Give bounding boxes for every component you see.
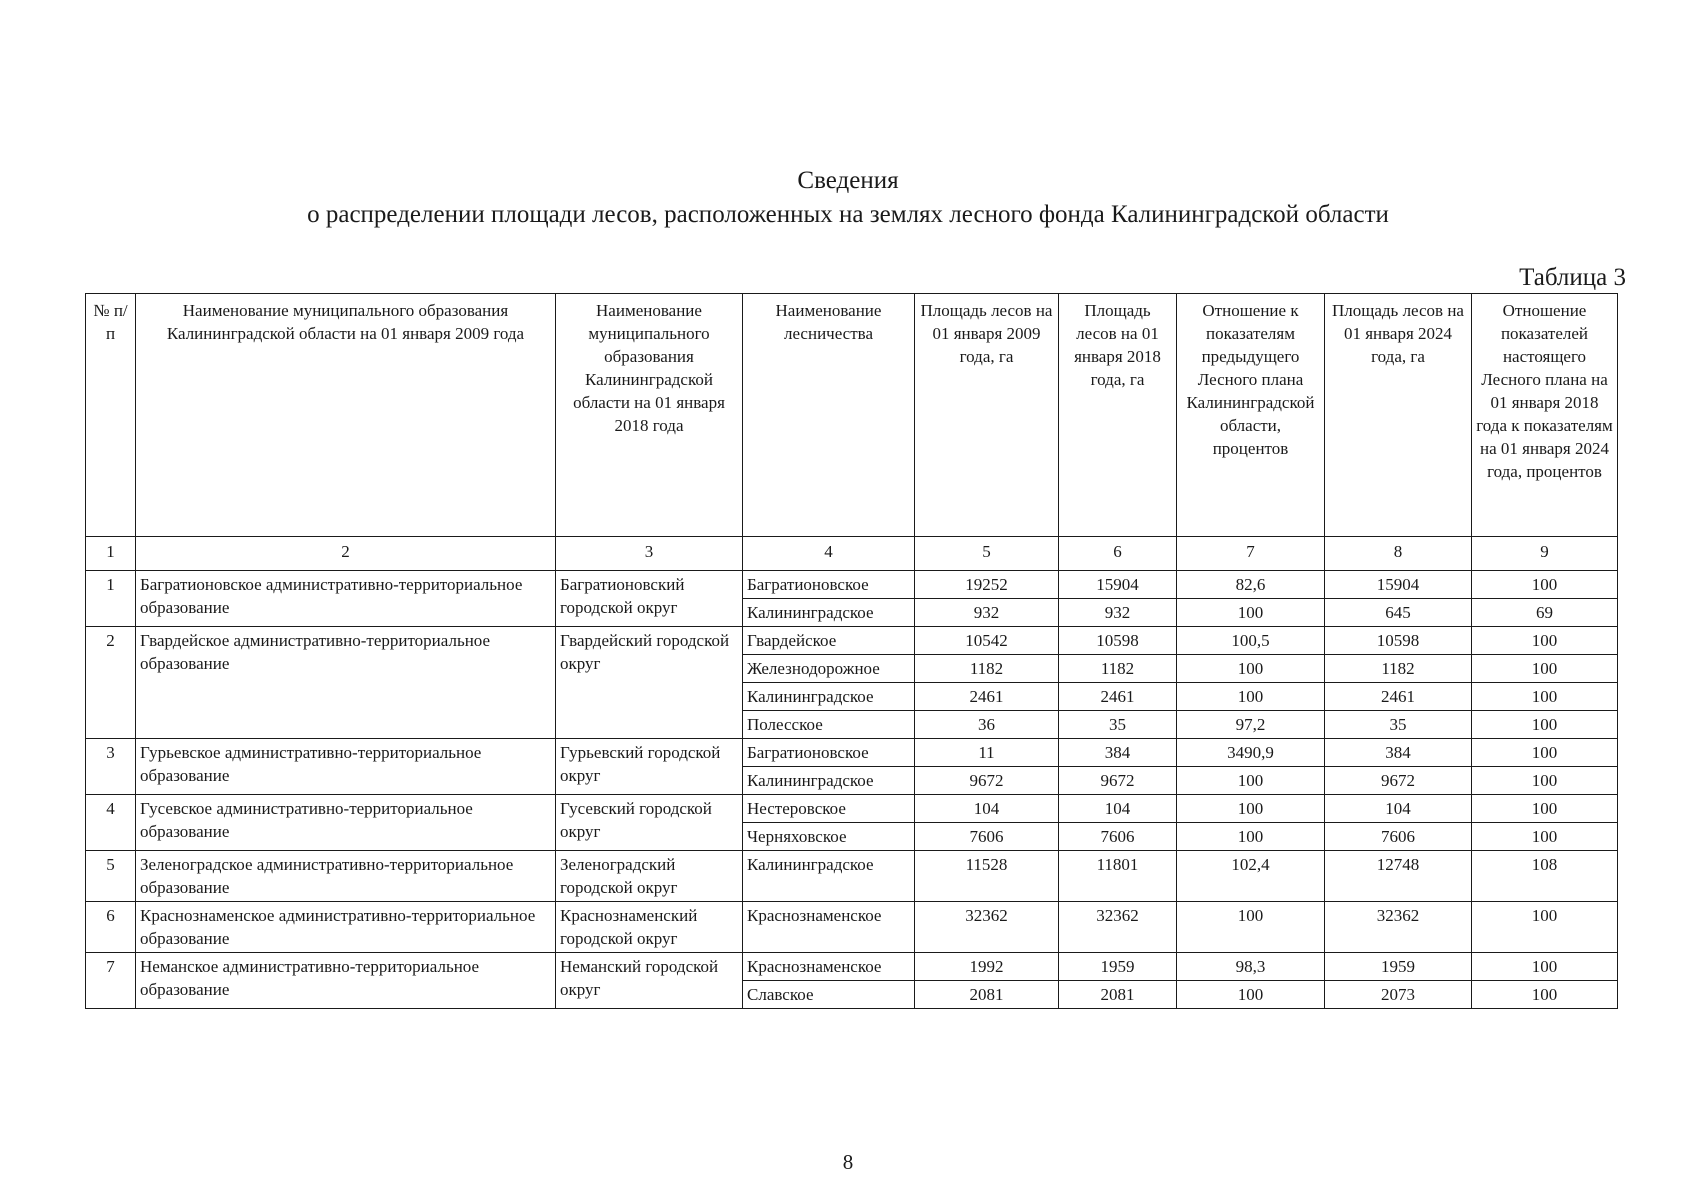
area2009-cell: 932: [915, 599, 1059, 627]
forestry-cell: Калининградское: [743, 851, 915, 902]
ratio-cur-cell: 100: [1472, 739, 1618, 767]
header-cell-area2024: Площадь лесов на 01 января 2024 года, га: [1325, 294, 1472, 537]
ratio-prev-cell: 100,5: [1177, 627, 1325, 655]
area2018-cell: 932: [1059, 599, 1177, 627]
header-cell-area2009: Площадь лесов на 01 января 2009 года, га: [915, 294, 1059, 537]
document-title: [0, 164, 1696, 232]
header-cell-num: № п/п: [86, 294, 136, 537]
forestry-cell: Калининградское: [743, 683, 915, 711]
area2009-cell: 9672: [915, 767, 1059, 795]
area2018-cell: 32362: [1059, 902, 1177, 953]
mo2009-cell: Гурьевское административно-территориальное образование: [136, 739, 556, 795]
area2024-cell: 32362: [1325, 902, 1472, 953]
mo2018-cell: Багратионовский городской округ: [556, 571, 743, 627]
ratio-cur-cell: 100: [1472, 655, 1618, 683]
ratio-cur-cell: 100: [1472, 902, 1618, 953]
mo2009-cell: Багратионовское административно-территориальное образование: [136, 571, 556, 627]
table-row: [86, 571, 1618, 599]
mo2018-cell: Зеленоградский городской округ: [556, 851, 743, 902]
header-cell-mo2018: Наименование муниципального образования Калининградской области на 01 января 2018 года: [556, 294, 743, 537]
area2009-cell: 32362: [915, 902, 1059, 953]
area2018-cell: 15904: [1059, 571, 1177, 599]
area2024-cell: 104: [1325, 795, 1472, 823]
page-number: 8: [842, 1150, 854, 1174]
area2024-cell: 1959: [1325, 953, 1472, 981]
mo2018-cell: Гвардейский городской округ: [556, 627, 743, 739]
table-row: [86, 902, 1618, 953]
table-row: [86, 795, 1618, 823]
area2024-cell: 1182: [1325, 655, 1472, 683]
ratio-cur-cell: 69: [1472, 599, 1618, 627]
mo2009-cell: Зеленоградское административно-территориальное образование: [136, 851, 556, 902]
ratio-prev-cell: 100: [1177, 655, 1325, 683]
row-number-cell: 5: [86, 851, 136, 902]
forestry-cell: Нестеровское: [743, 795, 915, 823]
column-number: 8: [1325, 537, 1472, 571]
ratio-prev-cell: 97,2: [1177, 711, 1325, 739]
header-cell-ratio-prev: Отношение к показателям предыдущего Лесного плана Калининградской области, процентов: [1177, 294, 1325, 537]
column-number: 6: [1059, 537, 1177, 571]
row-number-cell: 2: [86, 627, 136, 739]
column-number: 1: [86, 537, 136, 571]
area2018-cell: 35: [1059, 711, 1177, 739]
area2024-cell: 2073: [1325, 981, 1472, 1009]
mo2018-cell: Краснознаменский городской округ: [556, 902, 743, 953]
ratio-prev-cell: 100: [1177, 767, 1325, 795]
column-number: 7: [1177, 537, 1325, 571]
area2018-cell: 104: [1059, 795, 1177, 823]
area2018-cell: 7606: [1059, 823, 1177, 851]
row-number-cell: 4: [86, 795, 136, 851]
mo2018-cell: Гурьевский городской округ: [556, 739, 743, 795]
area2018-cell: 11801: [1059, 851, 1177, 902]
area2024-cell: 9672: [1325, 767, 1472, 795]
ratio-prev-cell: 102,4: [1177, 851, 1325, 902]
forestry-cell: Полесское: [743, 711, 915, 739]
title-line-1: Сведения: [797, 167, 899, 194]
forestry-cell: Черняховское: [743, 823, 915, 851]
header-cell-forestry: Наименование лесничества: [743, 294, 915, 537]
area2009-cell: 104: [915, 795, 1059, 823]
forestry-cell: Краснознаменское: [743, 902, 915, 953]
header-row: [86, 294, 1618, 537]
row-number-cell: 1: [86, 571, 136, 627]
forestry-cell: Багратионовское: [743, 571, 915, 599]
area2024-cell: 15904: [1325, 571, 1472, 599]
area2024-cell: 10598: [1325, 627, 1472, 655]
forestry-cell: Краснознаменское: [743, 953, 915, 981]
column-number-row: [86, 537, 1618, 571]
ratio-prev-cell: 100: [1177, 902, 1325, 953]
row-number-cell: 3: [86, 739, 136, 795]
area2009-cell: 36: [915, 711, 1059, 739]
area2018-cell: 2461: [1059, 683, 1177, 711]
area2024-cell: 645: [1325, 599, 1472, 627]
ratio-prev-cell: 98,3: [1177, 953, 1325, 981]
ratio-prev-cell: 3490,9: [1177, 739, 1325, 767]
area2018-cell: 1182: [1059, 655, 1177, 683]
ratio-cur-cell: 100: [1472, 627, 1618, 655]
ratio-cur-cell: 100: [1472, 953, 1618, 981]
mo2009-cell: Неманское административно-территориальное образование: [136, 953, 556, 1009]
area2024-cell: 384: [1325, 739, 1472, 767]
ratio-cur-cell: 100: [1472, 683, 1618, 711]
area2009-cell: 19252: [915, 571, 1059, 599]
forestry-cell: Калининградское: [743, 599, 915, 627]
ratio-prev-cell: 100: [1177, 599, 1325, 627]
header-cell-area2018: Площадь лесов на 01 января 2018 года, га: [1059, 294, 1177, 537]
ratio-cur-cell: 100: [1472, 981, 1618, 1009]
area2009-cell: 7606: [915, 823, 1059, 851]
ratio-cur-cell: 108: [1472, 851, 1618, 902]
ratio-cur-cell: 100: [1472, 795, 1618, 823]
area2009-cell: 2081: [915, 981, 1059, 1009]
area2018-cell: 2081: [1059, 981, 1177, 1009]
area2009-cell: 1992: [915, 953, 1059, 981]
column-number: 3: [556, 537, 743, 571]
mo2018-cell: Неманский городской округ: [556, 953, 743, 1009]
ratio-prev-cell: 100: [1177, 795, 1325, 823]
forest-area-table: [85, 293, 1618, 1009]
ratio-prev-cell: 100: [1177, 683, 1325, 711]
forestry-cell: Славское: [743, 981, 915, 1009]
area2024-cell: 7606: [1325, 823, 1472, 851]
area2009-cell: 11: [915, 739, 1059, 767]
header-cell-mo2009: Наименование муниципального образования Калининградской области на 01 января 2009 года: [136, 294, 556, 537]
ratio-cur-cell: 100: [1472, 823, 1618, 851]
ratio-cur-cell: 100: [1472, 571, 1618, 599]
header-cell-ratio-cur: Отношение показателей настоящего Лесного плана на 01 января 2018 года к показателям на 01 января 2024 года, процентов: [1472, 294, 1618, 537]
row-number-cell: 7: [86, 953, 136, 1009]
area2018-cell: 10598: [1059, 627, 1177, 655]
area2009-cell: 2461: [915, 683, 1059, 711]
table-row: [86, 953, 1618, 981]
ratio-cur-cell: 100: [1472, 711, 1618, 739]
table-label: Таблица 3: [1519, 264, 1626, 291]
area2018-cell: 9672: [1059, 767, 1177, 795]
forestry-cell: Гвардейское: [743, 627, 915, 655]
area2009-cell: 11528: [915, 851, 1059, 902]
ratio-cur-cell: 100: [1472, 767, 1618, 795]
mo2009-cell: Гусевское административно-территориальное образование: [136, 795, 556, 851]
forestry-cell: Железнодорожное: [743, 655, 915, 683]
area2024-cell: 12748: [1325, 851, 1472, 902]
table-row: [86, 627, 1618, 655]
row-number-cell: 6: [86, 902, 136, 953]
area2009-cell: 10542: [915, 627, 1059, 655]
ratio-prev-cell: 100: [1177, 981, 1325, 1009]
area2009-cell: 1182: [915, 655, 1059, 683]
mo2009-cell: Гвардейское административно-территориальное образование: [136, 627, 556, 739]
area2024-cell: 35: [1325, 711, 1472, 739]
area2018-cell: 1959: [1059, 953, 1177, 981]
forestry-cell: Багратионовское: [743, 739, 915, 767]
mo2009-cell: Краснознаменское административно-территориальное образование: [136, 902, 556, 953]
title-line-2: о распределении площади лесов, расположенных на землях лесного фонда Калининградской области: [307, 201, 1389, 228]
column-number: 2: [136, 537, 556, 571]
column-number: 9: [1472, 537, 1618, 571]
ratio-prev-cell: 100: [1177, 823, 1325, 851]
forestry-cell: Калининградское: [743, 767, 915, 795]
table-row: [86, 739, 1618, 767]
ratio-prev-cell: 82,6: [1177, 571, 1325, 599]
area2024-cell: 2461: [1325, 683, 1472, 711]
mo2018-cell: Гусевский городской округ: [556, 795, 743, 851]
column-number: 5: [915, 537, 1059, 571]
column-number: 4: [743, 537, 915, 571]
table-row: [86, 851, 1618, 902]
area2018-cell: 384: [1059, 739, 1177, 767]
